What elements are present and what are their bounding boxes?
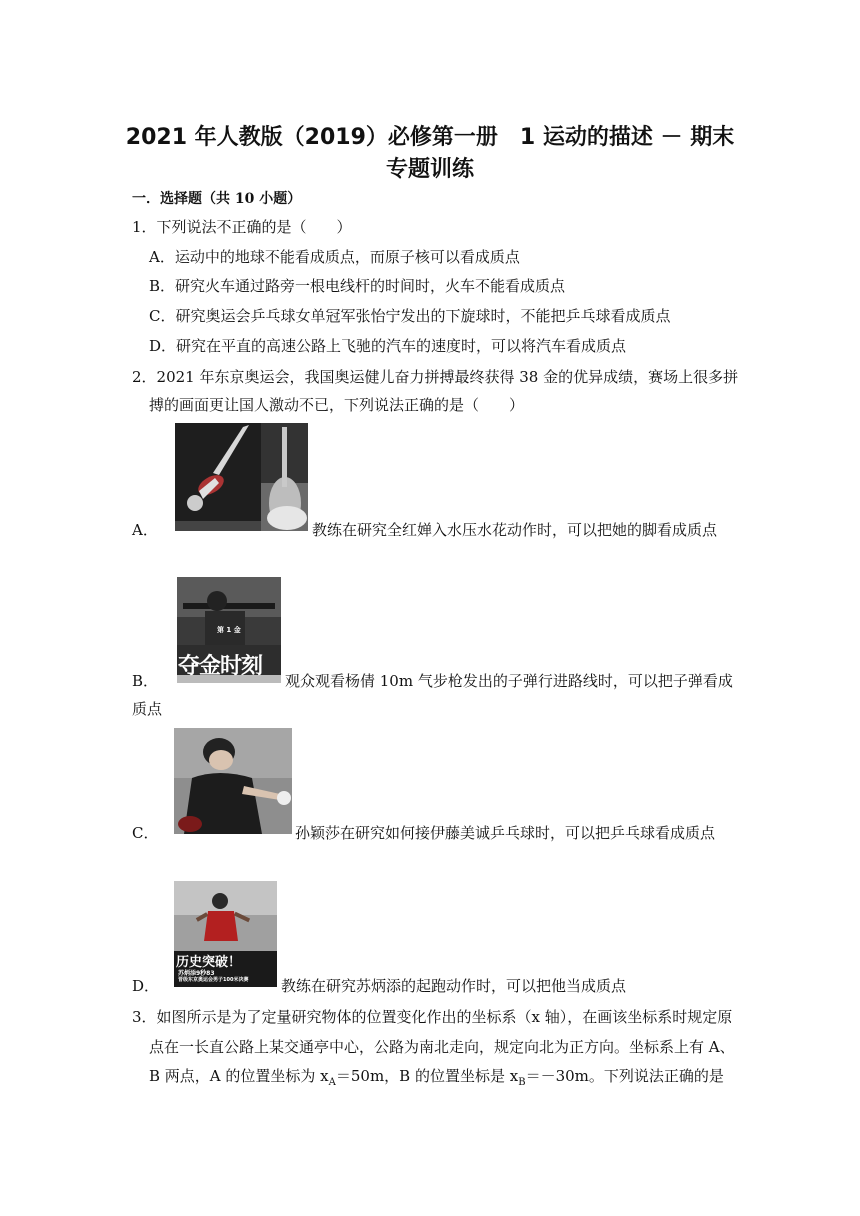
question-1-option-c: C．研究奥运会乒乓球女单冠军张怡宁发出的下旋球时，不能把乒乓球看成质点	[149, 307, 671, 325]
question-2-option-a: 教练在研究全红婵入水压水花动作时，可以把她的脚看成质点	[312, 521, 718, 539]
document-title-line2: 专题训练	[385, 157, 474, 182]
question-3-line3	[149, 1065, 724, 1094]
section-heading: 一．选择题（共 10 小题）	[132, 191, 302, 207]
diver-photo	[175, 423, 308, 531]
question-3-line1: 3．如图所示是为了定量研究物体的位置变化作出的坐标系（x 轴），在画该坐标系时规定原	[132, 1008, 733, 1026]
question-2-option-d: 教练在研究苏炳添的起跑动作时，可以把他当成质点	[281, 977, 627, 995]
poster-headline: 历史突破！	[176, 955, 242, 970]
question-2-option-c: 孙颖莎在研究如何接伊藤美诚乒乓球时，可以把乒乓球看成质点	[295, 824, 716, 842]
question-2-option-b-letter: B．	[132, 672, 159, 690]
poster-headline: 夺金时刻	[178, 654, 263, 679]
subscript-b: B	[518, 1077, 526, 1088]
question-3-line2: 点在一长直公路上某交通亭中心，公路为南北走向，规定向北为正方向。坐标系上有 A、	[149, 1038, 735, 1056]
poster-caption-line2: 晋级东京奥运会男子100米决赛	[178, 977, 249, 983]
document-title-line1: 2021 年人教版（2019）必修第一册 1 运动的描述 － 期末	[125, 125, 735, 150]
shooting-poster-photo	[177, 577, 281, 683]
question-3-text-c: ＝－30m。下列说法正确的是	[525, 1067, 724, 1085]
poster-small-text: 第 1 金	[217, 626, 241, 634]
question-2-option-a-letter: A．	[132, 521, 158, 539]
question-1-option-d: D．研究在平直的高速公路上飞驰的汽车的速度时，可以将汽车看成质点	[149, 337, 627, 355]
question-1-option-b: B．研究火车通过路旁一根电线杆的时间时，火车不能看成质点	[149, 277, 566, 295]
table-tennis-photo	[174, 728, 292, 834]
sprinter-poster-photo	[174, 881, 277, 987]
poster-caption-line1: 苏炳添9秒83	[178, 970, 215, 977]
question-3-text-b: ＝50m，B 的位置坐标是 x	[335, 1067, 519, 1085]
question-2-option-c-letter: C．	[132, 824, 159, 842]
question-3-text-a: B 两点，A 的位置坐标为 x	[149, 1067, 329, 1085]
question-2-option-b: 观众观看杨倩 10m 气步枪发出的子弹行进路线时，可以把子弹看成	[285, 672, 733, 690]
question-2-option-b-continued: 质点	[132, 700, 163, 718]
subscript-a: A	[328, 1077, 336, 1088]
question-2-option-d-letter: D．	[132, 977, 160, 995]
question-1-option-a: A．运动中的地球不能看成质点，而原子核可以看成质点	[149, 248, 520, 266]
question-2-stem-line1: 2．2021 年东京奥运会，我国奥运健儿奋力拼搏最终获得 38 金的优异成绩，赛场上很多拼	[132, 368, 739, 386]
question-2-stem-line2: 搏的画面更让国人激动不已，下列说法正确的是（ ）	[149, 396, 525, 414]
question-1-stem: 1．下列说法不正确的是（ ）	[132, 218, 352, 236]
